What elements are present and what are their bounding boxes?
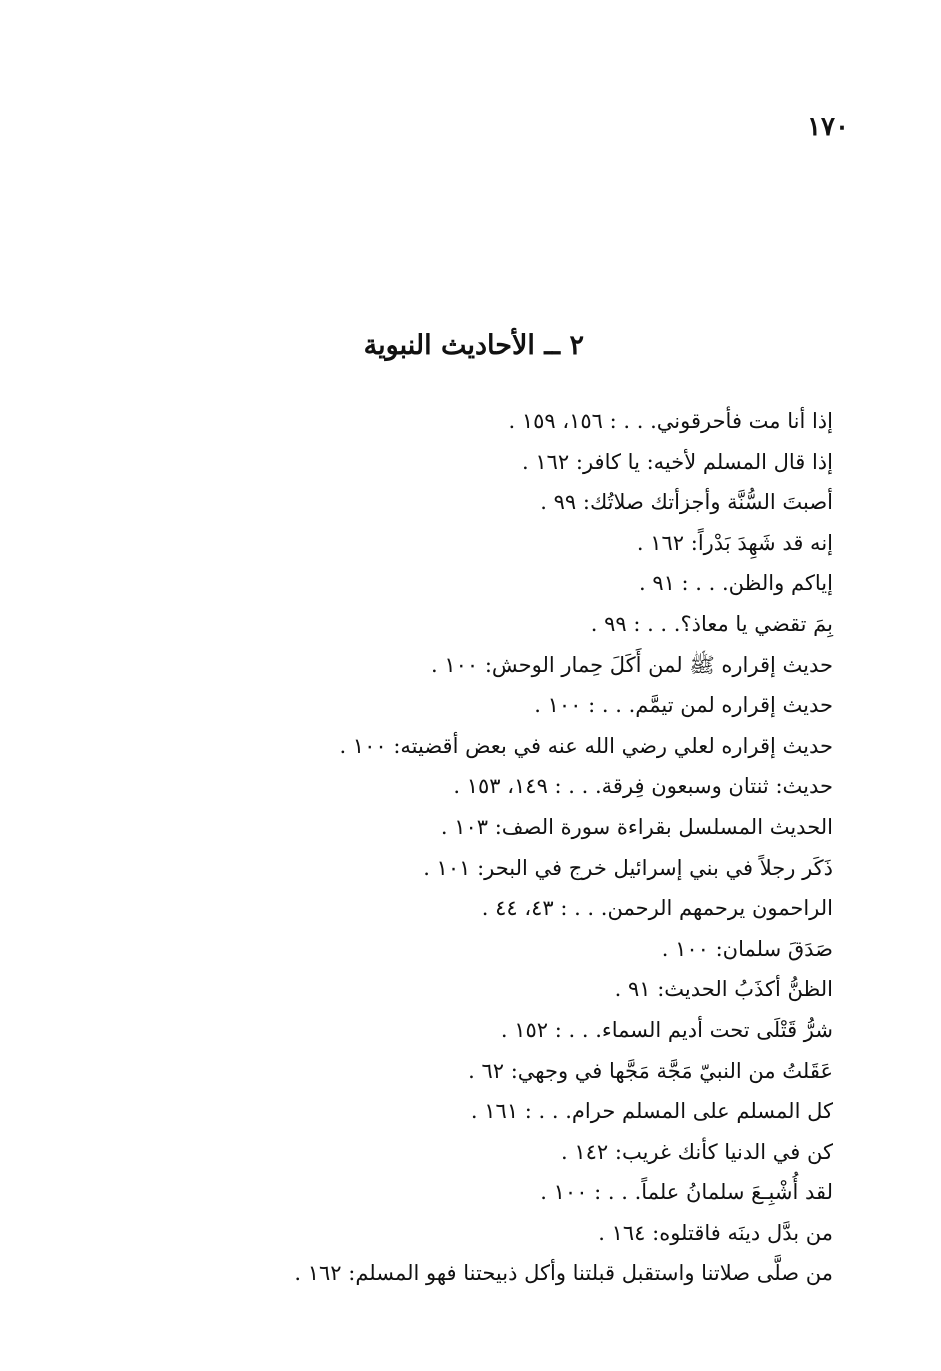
index-entry: كل المسلم على المسلم حرام. . . : ١٦١ . bbox=[470, 1099, 833, 1124]
index-entry: الراحمون يرحمهم الرحمن. . . : ٤٣، ٤٤ . bbox=[481, 896, 833, 921]
index-entry: من صلَّى صلاتنا واستقبل قبلتنا وأكل ذبيحتنا فهو المسلم: ١٦٢ . bbox=[294, 1261, 833, 1286]
index-entry: حديث إقراره لعلي رضي الله عنه في بعض أقضيته: ١٠٠ . bbox=[339, 733, 833, 758]
section-heading: ٢ ــ الأحاديث النبوية bbox=[363, 330, 584, 361]
index-entry: من بدَّل دينَه فاقتلوه: ١٦٤ . bbox=[598, 1220, 833, 1245]
index-entry: ذَكَر رجلاً في بني إسرائيل خرج في البحر: ١٠١ . bbox=[423, 855, 833, 880]
index-entry: لقد أُشْبِـعَ سلمانُ علماً. . . : ١٠٠ . bbox=[540, 1180, 833, 1205]
index-entry: الحديث المسلسل بقراءة سورة الصف: ١٠٣ . bbox=[440, 814, 833, 839]
index-entry: إذا قال المسلم لأخيه: يا كافر: ١٦٢ . bbox=[522, 449, 833, 474]
index-entry: أصبتَ السُّنَّة وأجزأتك صلاتُك: ٩٩ . bbox=[540, 490, 833, 515]
index-entry: صَدَقَ سلمان: ١٠٠ . bbox=[661, 936, 833, 961]
index-entry: حديث: ثنتان وسبعون فِرقة. . . : ١٤٩، ١٥٣ . bbox=[453, 774, 833, 799]
index-entry: كن في الدنيا كأنك غريب: ١٤٢ . bbox=[561, 1139, 833, 1164]
index-entry: عَقَلتُ من النبيّ مَجَّة مَجَّها في وجهي: ٦٢ . bbox=[468, 1058, 833, 1083]
page-number: ١٧٠ bbox=[807, 112, 849, 142]
index-entry: إنه قد شَهِدَ بَدْراً: ١٦٢ . bbox=[636, 530, 833, 555]
index-entry: شرُّ قَتْلَى تحت أديم السماء. . . : ١٥٢ . bbox=[500, 1017, 833, 1042]
index-entry: إذا أنا مت فأحرقوني. . . : ١٥٦، ١٥٩ . bbox=[508, 409, 833, 433]
index-entry: بِمَ تقضي يا معاذ؟. . . : ٩٩ . bbox=[590, 611, 833, 636]
index-entry: إياكم والظن. . . : ٩١ . bbox=[638, 571, 833, 596]
hadith-index-list bbox=[13, 401, 833, 1294]
index-entry: حديث إقراره لمن تيمَّم. . . : ١٠٠ . bbox=[534, 693, 833, 718]
index-entry: الظنُّ أكذَبُ الحديث: ٩١ . bbox=[614, 977, 833, 1002]
index-entry: حديث إقراره ﷺ لمن أَكَلَ حِمار الوحش: ١٠٠ . bbox=[430, 652, 833, 677]
